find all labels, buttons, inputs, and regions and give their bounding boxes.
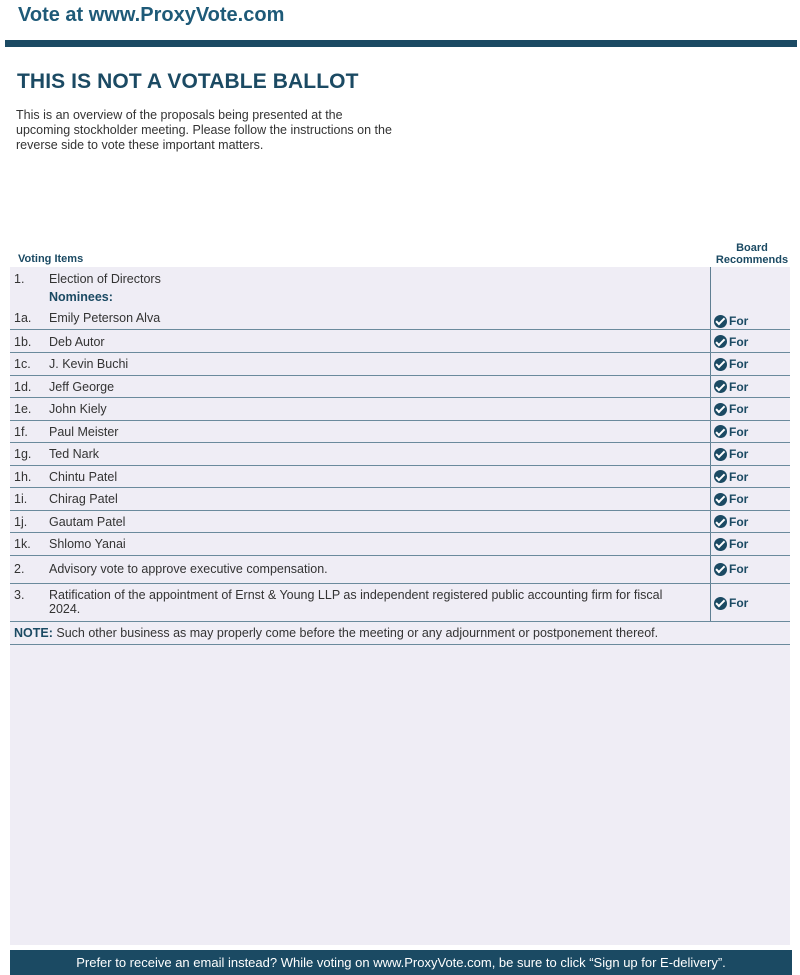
recommendation-label: For — [729, 314, 749, 328]
recommendation-label: For — [729, 469, 749, 484]
nominee-number: 1b. — [14, 334, 32, 349]
checkmark-icon — [714, 538, 727, 551]
nominee-name: Chirag Patel — [49, 492, 118, 506]
note-text: Such other business as may properly come before the meeting or any adjournment or postponement thereof. — [52, 626, 659, 640]
checkmark-icon — [714, 425, 727, 438]
recommendation — [714, 380, 748, 394]
table-row-nominee — [10, 511, 790, 534]
nominee-name: Gautam Patel — [49, 514, 126, 529]
table-row-nominee — [10, 488, 790, 511]
recommendation-label: For — [729, 447, 749, 461]
table-row-nominee — [10, 533, 790, 556]
nominee-number: 1d. — [14, 379, 32, 394]
table-row-item-1 — [10, 268, 790, 308]
recommendation — [714, 537, 748, 551]
item-number: 2. — [14, 562, 25, 576]
note-label: NOTE: — [14, 626, 53, 640]
checkmark-icon — [714, 448, 727, 461]
recommendation — [714, 596, 748, 610]
recommendation-label: For — [729, 334, 749, 349]
table-row-nominee — [10, 466, 790, 489]
nominee-number: 1i. — [14, 492, 28, 506]
nominee-name: Chintu Patel — [49, 469, 118, 484]
checkmark-icon — [714, 470, 727, 483]
checkmark-icon — [714, 335, 727, 348]
checkmark-icon — [714, 597, 727, 610]
column-header-board-recommends: Board Recommends — [715, 242, 789, 266]
table-row-item-3 — [10, 584, 790, 622]
table-row-nominee — [10, 376, 790, 399]
checkmark-icon — [714, 515, 727, 528]
nominees-label: Nominees: — [49, 290, 113, 304]
item-text: Election of Directors — [49, 272, 161, 286]
nominee-number: 1e. — [14, 402, 32, 416]
nominee-name: Deb Autor — [49, 334, 105, 349]
nominee-name: Shlomo Yanai — [49, 537, 126, 551]
recommendation-label: For — [729, 492, 749, 506]
table-row-nominee — [10, 331, 790, 354]
nominee-name: John Kiely — [49, 402, 107, 416]
table-row-nominee — [10, 308, 790, 330]
recommendation — [714, 314, 748, 328]
item-text — [49, 588, 662, 616]
recommendation — [714, 492, 748, 506]
nominee-name: Ted Nark — [49, 447, 100, 461]
recommendation — [714, 447, 748, 461]
footer-text: Prefer to receive an email instead? While voting on www.ProxyVote.com, be sure to click “Sign up for E-delivery”. — [76, 955, 726, 970]
nominee-number: 1k. — [14, 537, 31, 551]
nominee-name: Jeff George — [49, 379, 115, 394]
table-row-nominee — [10, 443, 790, 466]
recommendation — [714, 562, 748, 576]
recommendation-label: For — [729, 379, 749, 394]
intro-text: This is an overview of the proposals being presented at the upcoming stockholder meeting. Please follow the instructions on the reverse side to vote these important matters. — [16, 108, 392, 152]
nominee-number: 1f. — [14, 424, 28, 439]
item-text: Advisory vote to approve executive compensation. — [49, 562, 328, 576]
nominee-name: J. Kevin Buchi — [49, 357, 129, 371]
table-row-item-2 — [10, 554, 790, 584]
nominee-number: 1h. — [14, 469, 32, 484]
recommendation — [714, 335, 748, 349]
item-number: 3. — [14, 588, 25, 602]
item-text-line2: 2024. — [49, 602, 81, 616]
recommendation-label: For — [729, 357, 749, 371]
nominee-name: Paul Meister — [49, 424, 119, 439]
recommendation — [714, 357, 748, 371]
recommendation-label: For — [729, 562, 749, 576]
recommendation-label: For — [729, 514, 749, 529]
nominee-number: 1g. — [14, 447, 32, 461]
checkmark-icon — [714, 403, 727, 416]
recommendation-label: For — [729, 596, 749, 610]
nominee-name: Emily Peterson Alva — [49, 311, 161, 325]
note-divider — [10, 644, 790, 645]
recommendation-label: For — [729, 424, 749, 439]
footer-bar — [10, 950, 792, 975]
recommendation — [714, 402, 748, 416]
nominee-number: 1a. — [14, 311, 32, 325]
checkmark-icon — [714, 358, 727, 371]
table-row-nominee — [10, 353, 790, 376]
table-row-nominee — [10, 421, 790, 444]
header-divider — [5, 40, 797, 47]
item-text-line1: Ratification of the appointment of Ernst & Young LLP as independent registered public accounting firm for fiscal — [49, 588, 663, 602]
nominee-number: 1j. — [14, 514, 28, 529]
page-title: THIS IS NOT A VOTABLE BALLOT — [17, 70, 359, 93]
checkmark-icon — [714, 563, 727, 576]
checkmark-icon — [714, 493, 727, 506]
recommendation — [714, 425, 748, 439]
column-header-voting-items: Voting Items — [18, 253, 84, 265]
note — [14, 626, 658, 640]
recommendation — [714, 470, 748, 484]
checkmark-icon — [714, 315, 727, 328]
item-number: 1. — [14, 272, 25, 286]
table-row-nominee — [10, 398, 790, 421]
recommendation-label: For — [729, 402, 749, 416]
recommendation — [714, 515, 748, 529]
nominee-number: 1c. — [14, 357, 31, 371]
proxyvote-link[interactable]: Vote at www.ProxyVote.com — [18, 4, 285, 26]
checkmark-icon — [714, 380, 727, 393]
recommendation-label: For — [729, 537, 749, 551]
